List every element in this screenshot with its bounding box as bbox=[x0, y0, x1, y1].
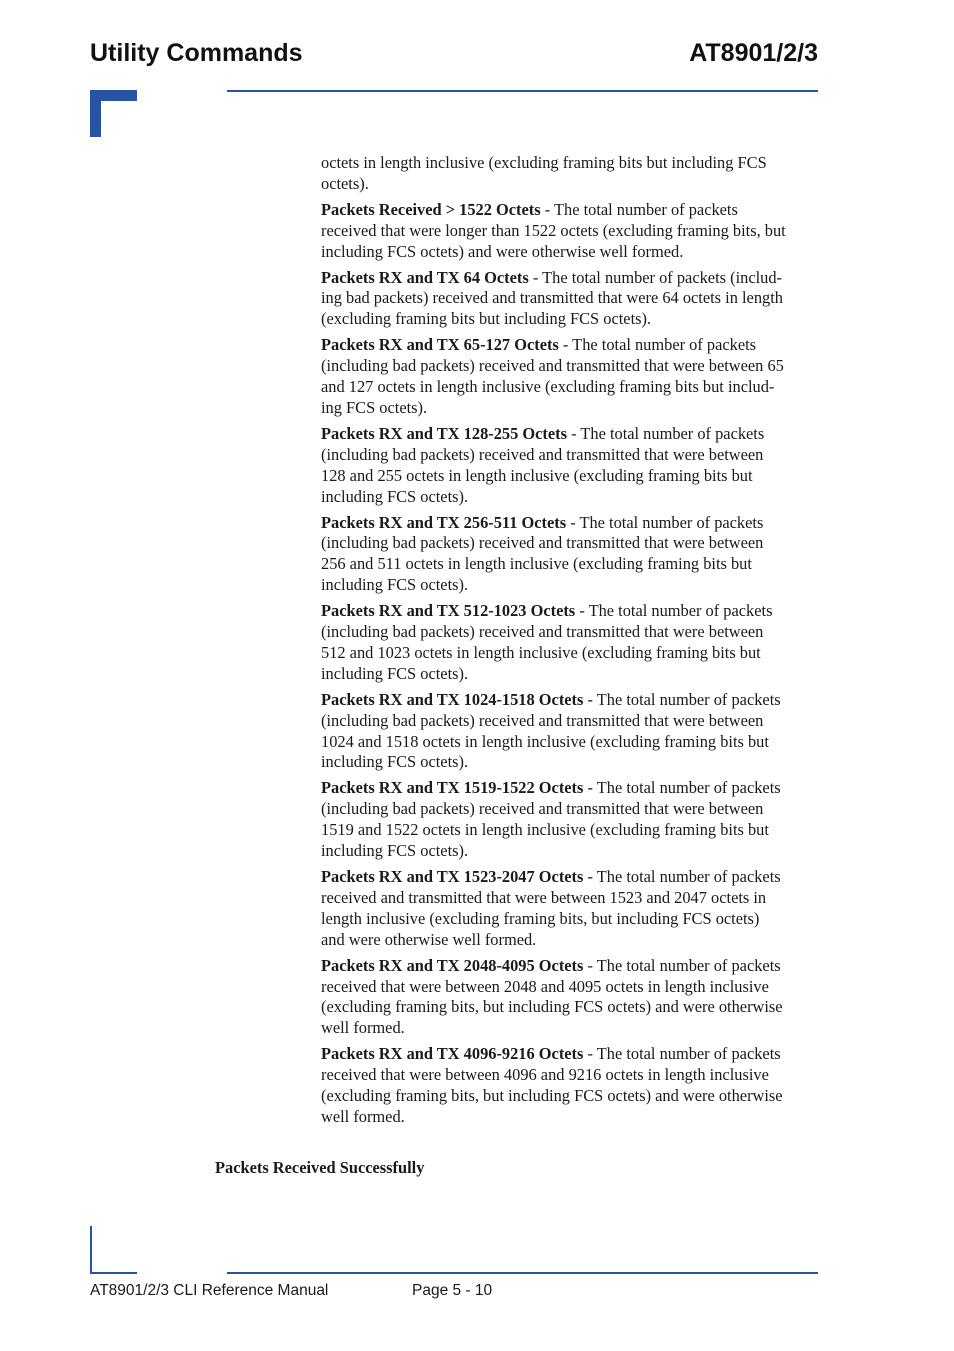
text-line: - The total number of packets bbox=[587, 1044, 781, 1064]
paragraph-continuation bbox=[321, 153, 821, 195]
header-rule bbox=[227, 90, 818, 92]
text-line: length inclusive (excluding framing bits, but including FCS octets) bbox=[321, 908, 760, 928]
counter-definition bbox=[321, 956, 821, 1040]
text-line: received that were longer than 1522 octets (excluding framing bits, but bbox=[321, 220, 786, 240]
counter-definition bbox=[321, 268, 821, 331]
counter-definition bbox=[321, 601, 821, 685]
text-line: 1024 and 1518 octets in length inclusive (excluding framing bits but bbox=[321, 731, 769, 751]
text-line: (including bad packets) received and transmitted that were between bbox=[321, 799, 764, 819]
text-line: including FCS octets). bbox=[321, 752, 469, 772]
counter-term: Packets RX and TX 1024-1518 Octets bbox=[321, 689, 584, 709]
text-line: (including bad packets) received and transmitted that were between 65 bbox=[321, 356, 784, 376]
text-line: received that were between 2048 and 4095 octets in length inclusive bbox=[321, 976, 769, 996]
text-line: - The total number of packets bbox=[579, 601, 773, 621]
text-line: including FCS octets). bbox=[321, 841, 469, 861]
section-heading: Packets Received Successfully bbox=[215, 1158, 425, 1177]
text-line: including FCS octets). bbox=[321, 486, 469, 506]
text-line: and were otherwise well formed. bbox=[321, 929, 537, 949]
text-line: ing bad packets) received and transmitted that were 64 octets in length bbox=[321, 288, 783, 308]
body-text bbox=[321, 153, 821, 1133]
corner-mark-bottom-horizontal bbox=[90, 1272, 137, 1274]
counter-definition bbox=[321, 1044, 821, 1128]
text-line: well formed. bbox=[321, 1106, 405, 1126]
text-line: and 127 octets in length inclusive (excluding framing bits but includ- bbox=[321, 377, 775, 397]
counter-definition bbox=[321, 513, 821, 597]
text-line: - The total number of packets bbox=[544, 199, 738, 219]
text-line: received and transmitted that were between 1523 and 2047 octets in bbox=[321, 887, 767, 907]
corner-mark-bottom-vertical bbox=[90, 1226, 92, 1274]
text-line: (excluding framing bits but including FCS octets). bbox=[321, 309, 652, 329]
text-line: including FCS octets) and were otherwise well formed. bbox=[321, 241, 684, 261]
text-line: (including bad packets) received and transmitted that were between bbox=[321, 710, 764, 730]
text-line: including FCS octets). bbox=[321, 663, 469, 683]
counter-term: Packets RX and TX 128-255 Octets bbox=[321, 423, 567, 443]
counter-definition bbox=[321, 778, 821, 862]
footer-rule bbox=[227, 1272, 818, 1274]
text-line: - The total number of packets bbox=[562, 335, 757, 355]
counter-term: Packets RX and TX 65-127 Octets bbox=[321, 335, 559, 355]
text-line: (including bad packets) received and transmitted that were between bbox=[321, 622, 764, 642]
counter-term: Packets RX and TX 1519-1522 Octets bbox=[321, 778, 584, 798]
text-line: - The total number of packets (includ- bbox=[532, 267, 782, 287]
text-line: - The total number of packets bbox=[587, 867, 781, 886]
counter-definition bbox=[321, 867, 821, 951]
counter-term: Packets RX and TX 512-1023 Octets bbox=[321, 601, 576, 621]
text-line: 128 and 255 octets in length inclusive (excluding framing bits but bbox=[321, 465, 753, 485]
counter-definition bbox=[321, 424, 821, 508]
text-line: octets). bbox=[321, 173, 369, 193]
counter-definition bbox=[321, 690, 821, 774]
footer-manual-title: AT8901/2/3 CLI Reference Manual bbox=[90, 1282, 329, 1299]
text-line: (excluding framing bits, but including FCS octets) and were otherwise bbox=[321, 997, 783, 1017]
text-line: 512 and 1023 octets in length inclusive (excluding framing bits but bbox=[321, 642, 761, 662]
counter-definition bbox=[321, 200, 821, 263]
text-line: - The total number of packets bbox=[587, 778, 781, 798]
counter-term: Packets RX and TX 256-511 Octets bbox=[321, 512, 567, 532]
text-line: received that were between 4096 and 9216 octets in length inclusive bbox=[321, 1065, 769, 1085]
text-line: - The total number of packets bbox=[570, 512, 764, 532]
header-product: AT8901/2/3 bbox=[689, 39, 818, 67]
text-line: 256 and 511 octets in length inclusive (excluding framing bits but bbox=[321, 554, 752, 574]
text-line: - The total number of packets bbox=[587, 689, 781, 709]
text-line: ing FCS octets). bbox=[321, 397, 428, 417]
text-line: (including bad packets) received and transmitted that were between bbox=[321, 444, 764, 464]
text-line: including FCS octets). bbox=[321, 575, 469, 595]
text-line: well formed. bbox=[321, 1018, 405, 1038]
counter-term: Packets RX and TX 1523-2047 Octets bbox=[321, 867, 584, 886]
text-line: - The total number of packets bbox=[571, 423, 765, 443]
text-line: (excluding framing bits, but including FCS octets) and were otherwise bbox=[321, 1086, 783, 1106]
text-line: - The total number of packets bbox=[587, 955, 781, 975]
counter-term: Packets RX and TX 64 Octets bbox=[321, 267, 529, 287]
counter-term: Packets Received > 1522 Octets bbox=[321, 199, 541, 219]
text-line: octets in length inclusive (excluding framing bits but including FCS bbox=[321, 153, 767, 172]
corner-mark-top-vertical bbox=[90, 90, 101, 137]
text-line: (including bad packets) received and transmitted that were between bbox=[321, 533, 764, 553]
footer-page-number: Page 5 - 10 bbox=[412, 1282, 493, 1299]
counter-definition bbox=[321, 335, 821, 419]
counter-term: Packets RX and TX 4096-9216 Octets bbox=[321, 1044, 584, 1064]
text-line: 1519 and 1522 octets in length inclusive (excluding framing bits but bbox=[321, 820, 769, 840]
counter-term: Packets RX and TX 2048-4095 Octets bbox=[321, 955, 584, 975]
header-title: Utility Commands bbox=[90, 39, 303, 67]
